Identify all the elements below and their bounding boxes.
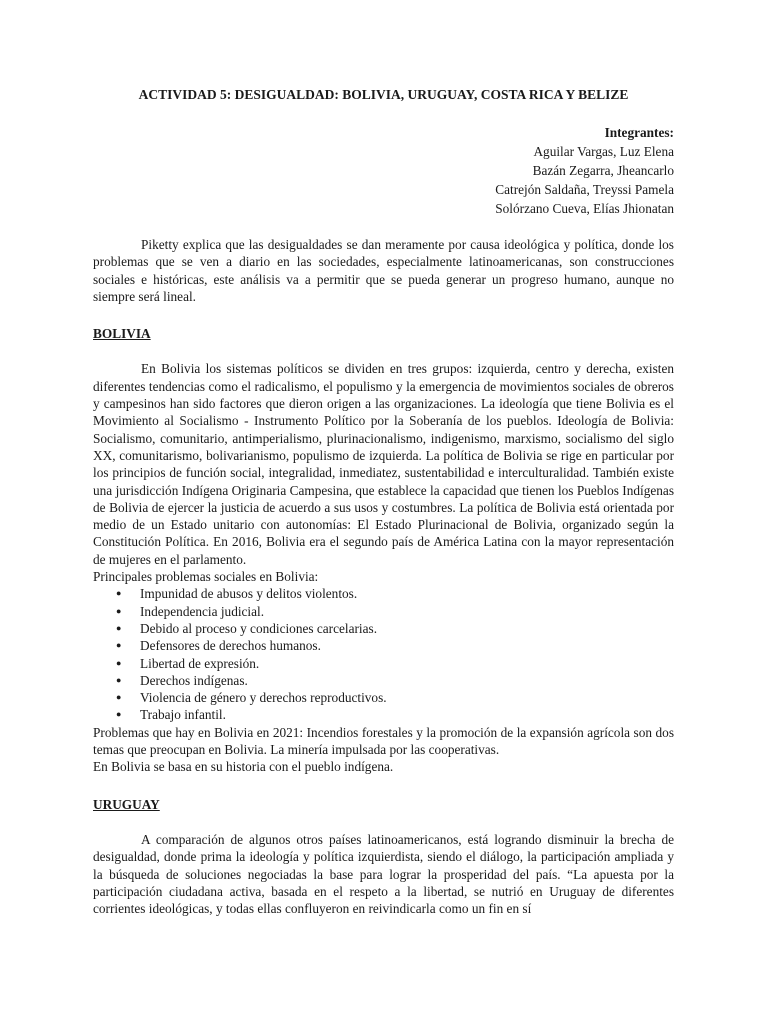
list-item-text: Impunidad de abusos y delitos violentos. <box>140 586 358 602</box>
bolivia-closing: En Bolivia se basa en su historia con el pueblo indígena. <box>93 759 394 775</box>
member-name: Catrejón Saldaña, Treyssi Pamela <box>495 182 674 197</box>
list-item <box>93 603 674 620</box>
bolivia-heading: BOLIVIA <box>93 326 151 342</box>
list-item <box>93 585 674 602</box>
list-item-text: Trabajo infantil. <box>140 707 226 723</box>
list-item-text: Derechos indígenas. <box>140 672 248 688</box>
member-name: Aguilar Vargas, Luz Elena <box>533 144 674 159</box>
bolivia-paragraph: En Bolivia los sistemas políticos se dividen en tres grupos: izquierda, centro y derecha, existen diferentes tendencias como el radicalismo, el populismo y la emergencia de movimientos sociales de obreros y campesinos han sido factores que dieron origen a las organizaciones. La ideología que tiene Bolivia es el Movimiento al Socialismo - Instrumento Político por la Soberanía de los pueblos. Ideología de Bolivia: Socialismo, comunitario, antimperialismo, plurinacionalismo, indigenismo, marxismo, socialismo del siglo XX, comunitarismo, bolivarianismo, populismo de izquierda. La política de Bolivia se rige en particular por los principios de función social, integralidad, inmediatez, sustentabilidad e interculturalidad. También existe una jurisdicción Indígena Originaria Campesina, que establece la capacidad que tienen los Pueblos Indígenas de Bolivia de ejercer la justicia de acuerdo a sus usos y costumbres. La política de Bolivia está orientada por medio de un Estado unitario con autonomías: El Estado Plurinacional de Bolivia, organizado según la Constitución Política. En 2016, Bolivia era el segundo país de América Latina con la mayor representación de mujeres en el parlamento. <box>93 361 674 567</box>
list-item <box>93 689 674 706</box>
list-item-text: Defensores de derechos humanos. <box>140 638 321 654</box>
bolivia-problems-intro: Principales problemas sociales en Bolivia: <box>93 569 319 585</box>
member-name: Bazán Zegarra, Jheancarlo <box>532 163 674 178</box>
intro-paragraph: Piketty explica que las desigualdades se dan meramente por causa ideológica y política, donde los problemas que se ven a diario en las sociedades, especialmente latinoamericanas, son construcciones sociales e históricas, este análisis va a permitir que se pueda generar un progreso humano, aunque no siempre será lineal. <box>93 237 674 304</box>
bullet-icon: ● <box>116 622 122 633</box>
list-item <box>93 672 674 689</box>
bullet-icon: ● <box>116 709 122 720</box>
list-item <box>93 620 674 637</box>
members-label: Integrantes: <box>604 125 674 140</box>
bullet-icon: ● <box>116 640 122 651</box>
bullet-icon: ● <box>116 657 122 668</box>
uruguay-heading: URUGUAY <box>93 796 160 812</box>
list-item-text: Independencia judicial. <box>140 603 265 619</box>
bullet-icon: ● <box>116 692 122 703</box>
bolivia-problems-2021: Problemas que hay en Bolivia en 2021: Incendios forestales y la promoción de la expansión agrícola son dos temas que preocupan en Bolivia. La minería impulsada por las cooperativas. <box>93 724 674 758</box>
list-item-text: Debido al proceso y condiciones carcelarias. <box>140 620 378 636</box>
document-title: ACTIVIDAD 5: DESIGUALDAD: BOLIVIA, URUGUAY, COSTA RICA Y BELIZE <box>138 87 629 102</box>
list-item <box>93 637 674 654</box>
bullet-icon: ● <box>116 588 122 599</box>
member-name: Solórzano Cueva, Elías Jhionatan <box>495 201 674 216</box>
list-item <box>93 655 674 672</box>
bolivia-problems-list <box>93 585 674 723</box>
bullet-icon: ● <box>116 674 122 685</box>
list-item-text: Violencia de género y derechos reproductivos. <box>140 690 387 706</box>
uruguay-paragraph: A comparación de algunos otros países latinoamericanos, está logrando disminuir la brecha de desigualdad, donde prima la ideología y política izquierdista, siendo el diálogo, la participación ampliada y la búsqueda de soluciones negociadas la base para lograr la prosperidad del país. “La apuesta por la participación ciudadana activa, basada en el respeto a la libertad, se nutrió en Uruguay de diferentes corrientes ideológicas, y todas ellas confluyeron en reivindicarla como un fin en sí <box>93 831 674 917</box>
list-item-text: Libertad de expresión. <box>140 655 260 671</box>
members-block <box>93 123 674 218</box>
bullet-icon: ● <box>116 605 122 616</box>
document-content <box>93 86 674 917</box>
list-item <box>93 706 674 723</box>
